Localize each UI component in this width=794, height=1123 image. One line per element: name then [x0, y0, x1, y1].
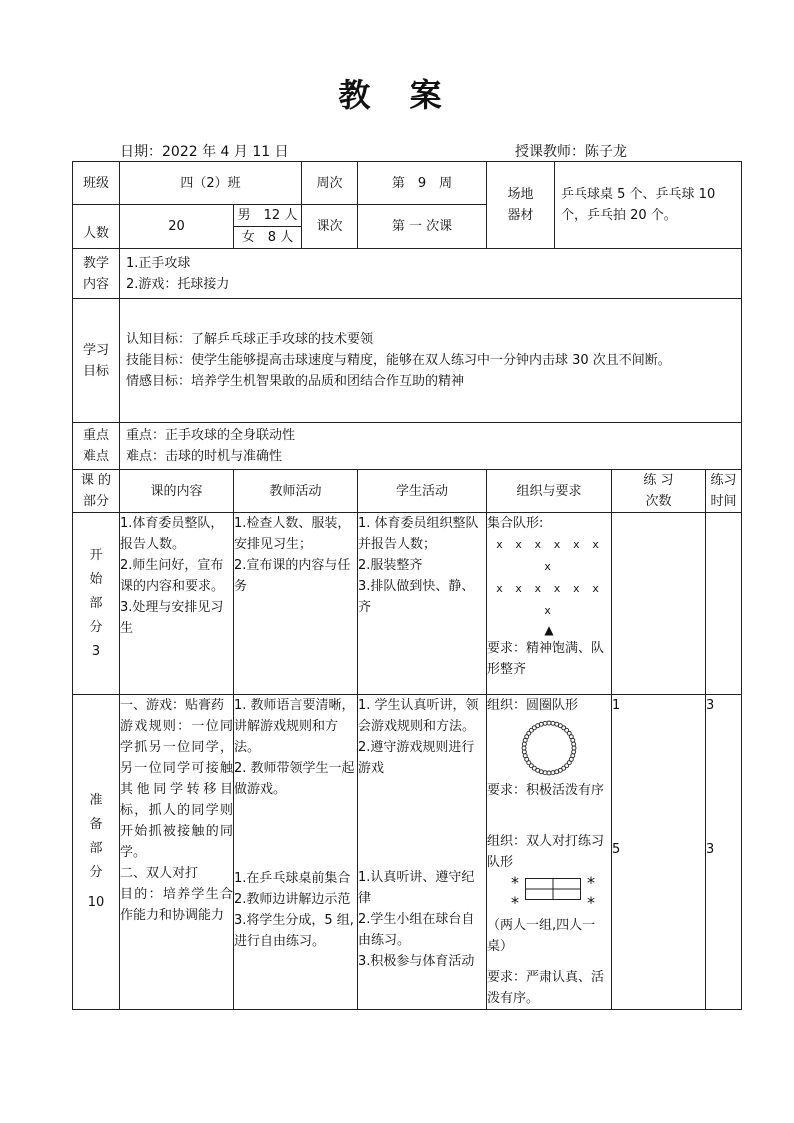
class-value: 四（2）班	[120, 162, 302, 205]
content-item: 1.体育委员整队，报告人数。	[120, 516, 224, 552]
student-dot	[522, 746, 526, 750]
content-item: 游戏规则：一位同学抓另一位同学，另一位同学可接触其他同学转移目标，抓人的同学则开始抓被接触的同学。	[120, 719, 233, 860]
formation-requirement: 要求：精神饱满、队形整齐	[487, 641, 605, 677]
student-dot	[572, 742, 576, 746]
formation-title: 集合队形:	[487, 516, 544, 531]
lesson-plan-table	[72, 161, 742, 1010]
student-item: 1.认真听讲、遵守纪律	[358, 870, 475, 906]
part-minutes: 10	[87, 895, 105, 910]
teacher-item: 1. 教师语言要清晰，讲解游戏规则和方法。	[234, 698, 355, 755]
page-title: 教 案	[338, 76, 456, 114]
col-content: 课的内容	[120, 470, 234, 513]
col-part-text: 课 的部分	[80, 473, 112, 509]
circle-formation-title: 组织：圆圈队形	[487, 698, 579, 713]
start-duration	[706, 513, 742, 695]
prep-content	[120, 695, 234, 1010]
part-char: 备	[89, 817, 103, 832]
prep-organization	[487, 695, 612, 1010]
pair-formation-title: 组织：双人对打练习队形	[487, 834, 605, 870]
duration-value: 3	[706, 842, 715, 857]
part-char: 始	[89, 571, 103, 587]
player-mark-icon: *	[587, 873, 595, 892]
col-times-text: 练 习次数	[643, 473, 674, 509]
teacher-item: 2. 教师带领学生一起做游戏。	[234, 761, 355, 797]
keys-cell	[120, 423, 742, 470]
goal-line: 技能目标：使学生能够提高击球速度与精度，能够在双人练习中一分钟内击球 30 次且不间断。	[126, 353, 671, 368]
col-duration-text: 练习时间	[710, 473, 737, 509]
formation-row: x x x x x x x	[496, 582, 602, 617]
teacher-item: 1.在乒乓球桌前集合	[234, 871, 351, 886]
student-item: 1. 体育委员组织整队并报告人数；	[358, 516, 479, 552]
content-line: 1.正手攻球	[126, 255, 191, 271]
venue-label-text: 场地器材	[507, 187, 534, 223]
content-label	[73, 249, 120, 299]
col-part	[73, 470, 120, 513]
student-dot	[551, 771, 555, 775]
start-part	[73, 513, 120, 695]
keys-label-text: 重点难点	[82, 428, 109, 464]
content-item: 二、双人对打	[120, 866, 199, 881]
student-dot	[539, 722, 543, 726]
prep-part	[73, 695, 120, 1010]
goals-label-text: 学习目标	[82, 342, 109, 379]
start-organization	[487, 513, 612, 695]
student-dot	[551, 721, 555, 725]
venue-label	[487, 162, 555, 249]
lesson-value: 第 一 次课	[358, 205, 487, 249]
start-teacher	[234, 513, 358, 695]
male-count: 男 12 人	[234, 205, 301, 227]
start-times	[612, 513, 706, 695]
pair-formation-diagram	[487, 873, 611, 915]
prep-student	[358, 695, 487, 1010]
col-organization: 组织与要求	[487, 470, 612, 513]
col-teacher: 教师活动	[234, 470, 358, 513]
goals-cell	[120, 299, 742, 423]
student-dot	[547, 721, 551, 725]
pair-formation-note: （两人一组,四人一桌）	[487, 918, 596, 954]
pair-formation-requirement: 要求：严肃认真、活泼有序。	[487, 970, 605, 1006]
col-times	[612, 470, 706, 513]
times-value: 5	[612, 842, 621, 857]
student-dot	[572, 750, 576, 754]
part-char: 准	[89, 793, 103, 808]
student-dot	[522, 750, 526, 754]
part-char: 部	[89, 595, 103, 611]
female-count: 女 8 人	[241, 230, 294, 245]
student-item: 2.遵守游戏规则进行游戏	[358, 740, 475, 776]
circle-formation-requirement: 要求：积极活泼有序	[487, 783, 605, 798]
prep-duration	[706, 695, 742, 1010]
content-label-text: 教学内容	[82, 255, 109, 292]
count-label: 人数	[73, 205, 120, 249]
start-content	[120, 513, 234, 695]
duration-value: 3	[706, 698, 715, 713]
prep-teacher	[234, 695, 358, 1010]
part-char: 部	[89, 841, 103, 856]
part-minutes: 3	[91, 643, 101, 659]
part-char: 开	[89, 547, 103, 563]
col-student: 学生活动	[358, 470, 487, 513]
student-dot	[543, 771, 547, 775]
student-item: 1. 学生认真听讲，领会游戏规则和方法。	[358, 698, 479, 734]
lesson-date: 日期：2022 年 4 月 11 日	[120, 144, 289, 160]
ping-pong-table-icon	[525, 878, 581, 900]
content-item: 2.师生问好，宣布课的内容和要求。	[120, 558, 225, 594]
teacher-item: 2.宣布课的内容与任务	[234, 558, 351, 594]
difficulty-point: 难点：击球的时机与准确性	[126, 449, 283, 464]
times-value: 1	[612, 698, 621, 713]
student-dot	[523, 754, 527, 758]
student-item: 2.学生小组在球台自由练习。	[358, 912, 475, 948]
goal-line: 情感目标：培养学生机智果敢的品质和团结合作互助的精神	[126, 374, 465, 389]
content-item: 3.处理与安排见习生	[120, 600, 224, 636]
teacher-item: 1.检查人数、服装，安排见习生；	[234, 516, 351, 552]
goal-line: 认知目标：了解乒乓球正手攻球的技术要领	[126, 332, 374, 347]
student-dot	[543, 721, 547, 725]
teacher-name: 授课教师：陈子龙	[515, 144, 627, 160]
student-dot	[555, 770, 559, 774]
col-duration	[706, 470, 742, 513]
teacher-item: 3.将学生分成，5 组,进行自由练习。	[234, 913, 354, 949]
class-label: 班级	[73, 162, 120, 205]
student-dot	[547, 771, 551, 775]
keys-label	[73, 423, 120, 470]
player-mark-icon: *	[511, 873, 519, 892]
part-char: 分	[89, 865, 103, 880]
formation-row: x x x x x x x	[496, 538, 602, 573]
part-char: 分	[89, 619, 103, 635]
week-value: 第 9 周	[358, 162, 487, 205]
prep-times	[612, 695, 706, 1010]
student-item: 3.排队做到快、静、齐	[358, 579, 475, 615]
circle-formation-icon	[514, 718, 584, 778]
teacher-item: 2.教师边讲解边示范	[234, 892, 351, 907]
content-item: 目的：培养学生合作能力和协调能力	[120, 887, 233, 923]
goals-label	[73, 299, 120, 423]
content-cell	[120, 249, 742, 299]
student-dot	[571, 738, 575, 742]
gender-cell	[234, 205, 302, 249]
count-value: 20	[120, 205, 234, 249]
teacher-marker-icon: ▲	[544, 623, 554, 637]
content-line: 2.游戏：托球接力	[126, 276, 230, 292]
lesson-label: 课次	[302, 205, 358, 249]
venue-value: 乒乓球桌 5 个、乒乓球 10 个，乒乓拍 20 个。	[555, 162, 742, 249]
player-mark-icon: *	[587, 893, 595, 912]
content-item: 一、游戏：贴膏药	[120, 698, 225, 713]
student-item: 3.积极参与体育活动	[358, 954, 475, 969]
player-mark-icon: *	[511, 893, 519, 912]
student-dot	[572, 746, 576, 750]
week-label: 周次	[302, 162, 358, 205]
student-dot	[522, 742, 526, 746]
start-student	[358, 513, 487, 695]
student-item: 2.服装整齐	[358, 558, 423, 573]
key-point: 重点：正手攻球的全身联动性	[126, 428, 296, 443]
